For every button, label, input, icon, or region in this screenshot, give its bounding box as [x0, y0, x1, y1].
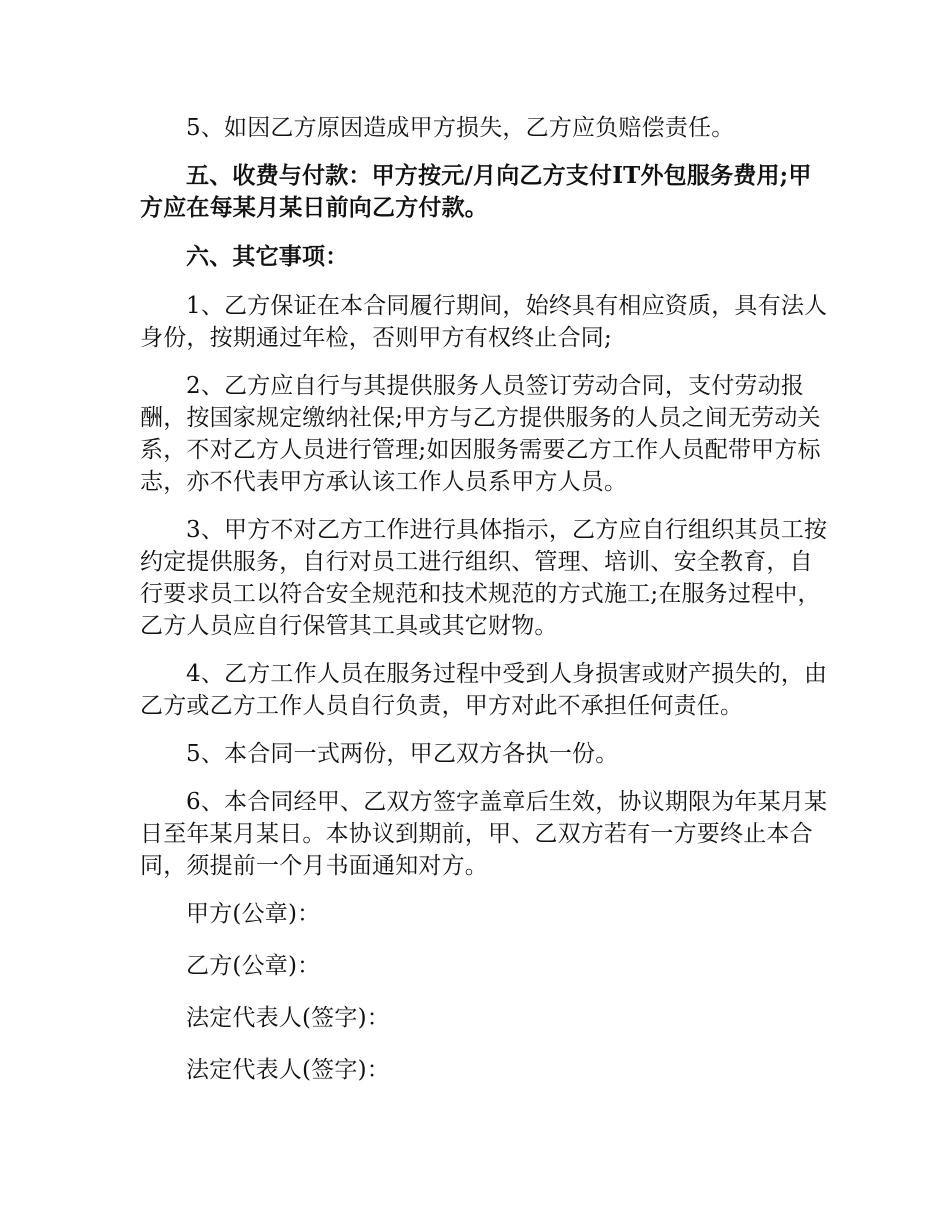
- clause-6-1-qualification: 1、乙方保证在本合同履行期间，始终具有相应资质，具有法人身份，按期通过年检，否则甲方有权终止合同;: [140, 293, 828, 351]
- section-5-fees-payment: 五、收费与付款：甲方按元/月向乙方支付IT外包服务费用;甲方应在每某月某日前向乙方付款。: [140, 162, 812, 221]
- clause-6-2-labor-contract: 2、乙方应自行与其提供服务人员签订劳动合同，支付劳动报酬，按国家规定缴纳社保;甲方与乙方提供服务的人员之间无劳动关系，不对乙方人员进行管理;如因服务需要乙方工作人员配带甲方标志，亦不代表甲方承认该工作人员系甲方人员。: [140, 373, 821, 495]
- clause-6-4-liability: 4、乙方工作人员在服务过程中受到人身损害或财产损失的，由乙方或乙方工作人员自行负责，甲方对此不承担任何责任。: [140, 661, 828, 719]
- legal-representative-signature-line-a: 法定代表人(签字)：: [186, 1005, 390, 1031]
- section-6-other-matters-heading: 六、其它事项：: [186, 243, 349, 270]
- document-body: [140, 112, 830, 1106]
- clause-6-3-work-organization: 3、甲方不对乙方工作进行具体指示，乙方应自行组织其员工按约定提供服务，自行对员工进行组织、管理、培训、安全教育，自行要求员工以符合安全规范和技术规范的方式施工;在服务过程中，乙方人员应自行保管其工具或其它财物。: [140, 517, 828, 639]
- legal-representative-signature-line-b: 法定代表人(签字)：: [186, 1057, 390, 1083]
- party-a-seal-line: 甲方(公章)：: [186, 901, 321, 927]
- clause-6-5-copies: 5、本合同一式两份，甲乙双方各执一份。: [186, 741, 619, 767]
- clause-6-6-effective-term: 6、本合同经甲、乙双方签字盖章后生效，协议期限为年某月某日至年某月某日。本协议到期前，甲、乙双方若有一方要终止本合同，须提前一个月书面通知对方。: [140, 789, 828, 879]
- clause-4-5-compensation: 5、如因乙方原因造成甲方损失，乙方应负赔偿责任。: [186, 115, 735, 141]
- party-b-seal-line: 乙方(公章)：: [186, 953, 321, 979]
